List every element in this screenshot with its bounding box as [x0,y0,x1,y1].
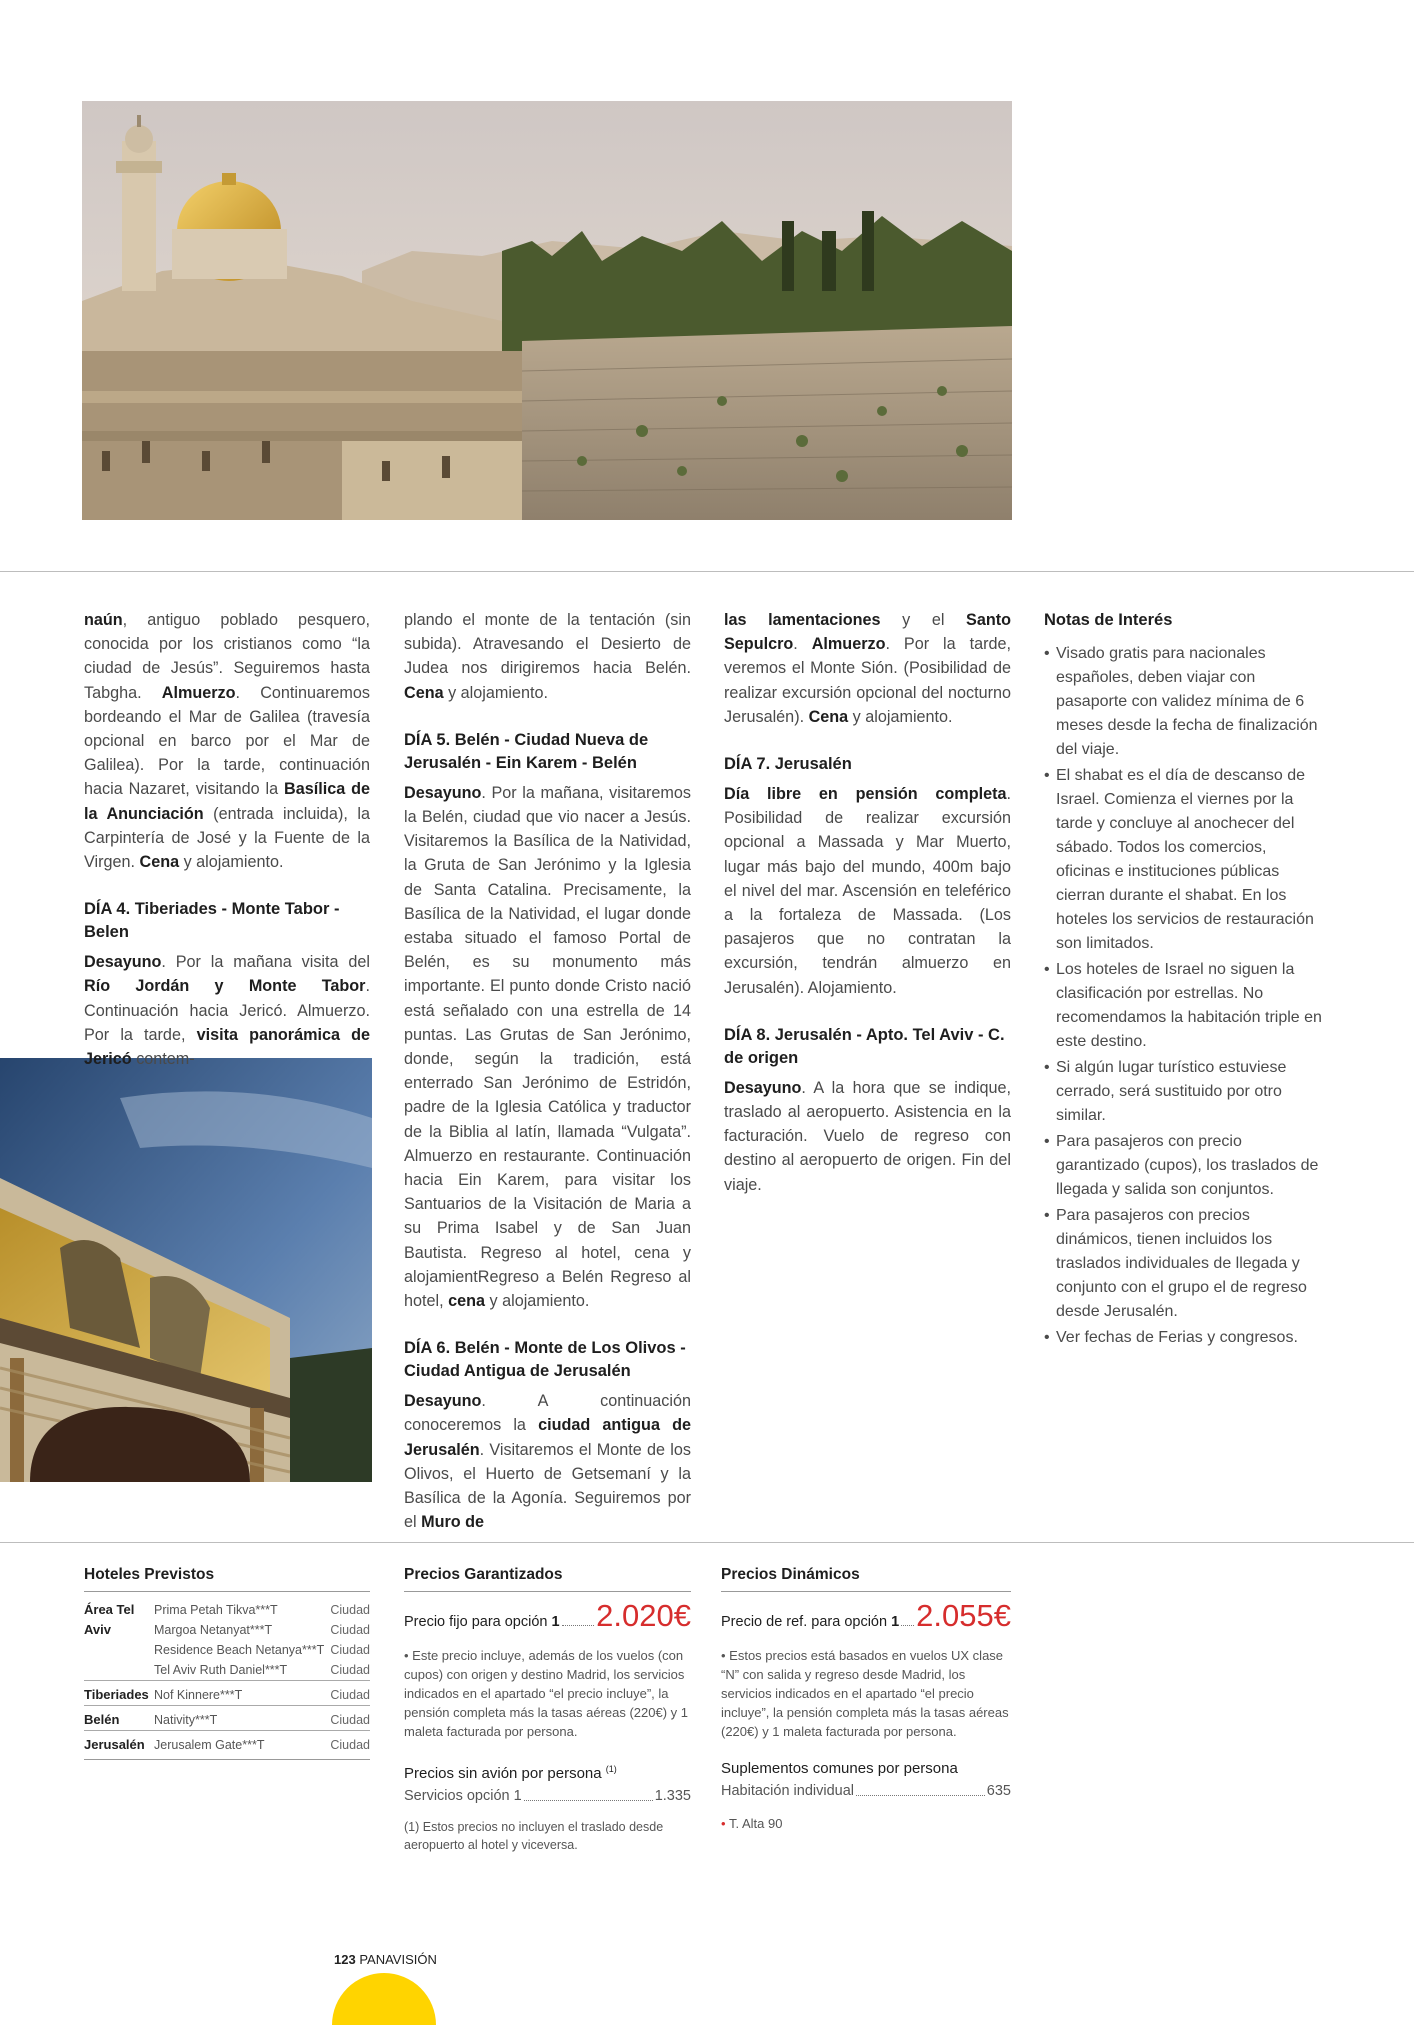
highlight-text: Cena [808,707,849,726]
hotel-city: Jerusalén [84,1731,154,1756]
top-divider [0,571,1414,572]
day3-continuation [84,608,370,874]
hotel-city: Área Tel Aviv [84,1602,135,1637]
no-flight-service-row [404,1786,691,1806]
bullet-icon: • [721,1816,726,1831]
itinerary-column-1 [84,608,370,1071]
body-text: . Por la mañana visita del [161,953,370,972]
highlight-text: Desayuno [404,1392,482,1411]
leader-dots [562,1625,595,1626]
highlight-text: Santo Sepulcro [724,611,1011,654]
service-label: Servicios opción 1 [404,1788,522,1804]
hotels-title: Hoteles Previstos [84,1566,215,1583]
hotels-bottom-rule [84,1759,370,1760]
note-item: • Para pasajeros con precios dinámicos, tienen incluidos los traslados individuales de llegada y conjunto con el grupo el de regreso desde Jerusalén. [1044,1204,1324,1324]
highlight-text: Desayuno [404,783,482,802]
season-supplement [721,1815,1011,1833]
highlight-text: Basílica de la Anunciación [84,780,370,823]
highlight-text: Almuerzo [161,683,236,702]
supplement-row [721,1781,1011,1801]
note-item: • Si algún lugar turístico estuviese cerrado, será sustituido por otro similar. [1044,1056,1324,1128]
hotel-category: Ciudad [330,1643,370,1657]
body-text: . A continuación conoceremos la [404,1392,691,1435]
body-text: plando el monte de la tentación (sin subida). Atravesando el Desierto de Judea nos dirigiremos hacia Belén. [404,611,691,678]
bottom-divider [0,1542,1414,1543]
body-text: y alojamiento. [485,1292,590,1311]
note-item: • Visado gratis para nacionales españoles, deben viajar con pasaporte con validez mínima de 6 meses desde la fecha de finalización del viaje. [1044,642,1324,762]
guaranteed-note: • Este precio incluye, además de los vuelos (con cupos) con origen y destino Madrid, los servicios indicados en el apartado “el precio incluye”, la pensión completa más la tasas aéreas (220€) y 1 maleta facturada por persona. [404,1648,688,1739]
footnote-marker: (1) [605,1764,617,1774]
yellow-tab-shape [332,1973,436,2025]
hotel-name: Nativity***T [154,1706,329,1731]
hotel-name: Tel Aviv Ruth Daniel***T [154,1663,288,1677]
highlight-text: Muro de [421,1513,485,1532]
body-text: y alojamiento. [443,683,548,702]
body-text: y alojamiento. [848,707,953,726]
hotels-title-rule [84,1591,370,1592]
day8-text [724,1076,1011,1197]
page-footer [334,1952,437,1967]
note-item: • Ver fechas de Ferias y congresos. [1044,1326,1324,1350]
body-text: . Visitaremos el Monte de los Olivos, el Huerto de Getsemaní y la Basílica de la Agonía. Seguiremos por el [404,1440,691,1532]
hotel-name: Prima Petah Tikva***T [154,1603,278,1617]
hotels-box [84,1565,370,1768]
hotel-category: Ciudad [330,1623,370,1637]
highlight-text: las lamentaciones [724,611,881,629]
guaranteed-prices-box [404,1565,691,1854]
service-value: 1.335 [654,1788,691,1804]
season-text: T. Alta 90 [728,1816,783,1831]
hotel-category: Ciudad [329,1731,370,1756]
supplement-label: Habitación individual [721,1783,854,1799]
jerusalem-photo [82,101,1012,520]
supplements-title: Suplementos comunes por persona [721,1760,958,1777]
price-label-text: Precio fijo para opción [404,1614,552,1630]
highlight-text: naún [84,611,123,629]
brand-name: PANAVISIÓN [359,1952,437,1967]
dynamic-prices-box [721,1565,1011,1833]
hotel-city: Belén [84,1706,154,1731]
body-text: . Por la mañana, visitaremos la Belén, ciudad que vio nacer a Jesús. Visitaremos la Basílica de la Natividad, la Gruta de San Jerónimo y la Iglesia de Santa Catalina. Precisamente, la Basílica de la Natividad, el lugar donde estaba situado el famoso Portal de Belén, es su monumento más importante. El punto donde Cristo nació está señalado con una estrella de 14 puntas. Las Grutas de San Jerónimo, donde, según la tradición, está enterrado San Jerónimo de Estridón, padre de la Iglesia Católica y traductor de la Biblia al latín, llamada “Vulgata”. Almuerzo en restaurante. Continuación hacia Ein Karem, para visitar los Santuarios de la Visitación de Maria a su Prima Isabel y de San Juan Bautista. Regreso al hotel, cena y alojamientRegreso a Belén Regreso al hotel, [404,783,691,1311]
table-row [84,1600,370,1620]
leader-dots [524,1786,653,1801]
highlight-text: Río Jordán y Monte Tabor [84,977,366,996]
notes-of-interest [1044,608,1324,1352]
price-option-number: 1 [551,1614,560,1630]
no-flight-title-text: Precios sin avión por persona [404,1765,602,1782]
highlight-text: Día libre en pensión completa [724,785,1007,804]
body-text: contem- [131,1050,195,1069]
body-text: . Por la tarde, veremos el Monte Sión. (Posibilidad de realizar excursión opcional del nocturno Jerusalén). [724,635,1011,726]
dynamic-price-row [721,1600,1011,1632]
no-flight-title [404,1759,691,1784]
dynamic-price-label [721,1612,899,1632]
body-text: (entrada incluida), la Carpintería de José y la Fuente de la Virgen. [84,804,370,872]
highlight-text: Desayuno [724,1078,802,1097]
hotel-category: Ciudad [330,1663,370,1677]
price-label-text: Precio de ref. para opción [721,1614,892,1630]
leader-dots [856,1781,985,1796]
guaranteed-price-value: 2.020€ [596,1598,691,1633]
body-text: . Posibilidad de realizar excursión opcional a Massada y Mar Muerto, lugar más bajo del mundo, 400m bajo el nivel del mar. Ascensión en teleférico a la fortaleza de Massada. (Los pasajeros que no contratan la excursión, tendrán almuerzo en Jerusalén). Alojamiento. [724,785,1011,997]
note-item: • El shabat es el día de descanso de Israel. Comienza el viernes por la tarde y concluye al anochecer del sábado. Todos los comercios, oficinas e instituciones públicas cierran durante el shabat. En los hoteles los servicios de restauración son limitados. [1044,764,1324,956]
highlight-text: visita panorámica de Jericó [84,1025,370,1069]
note-item: • Los hoteles de Israel no siguen la clasificación por estrellas. No recomendamos la habitación triple en este destino. [1044,958,1324,1054]
body-text: y alojamiento. [179,853,284,872]
highlight-text: Cena [139,853,180,872]
hotel-category: Ciudad [329,1706,370,1731]
guaranteed-price-row [404,1600,691,1632]
body-text: . A la hora que se indique, traslado al aeropuerto. Asistencia en la facturación. Vuelo de regreso con destino al aeropuerto de origen. Fin del viaje. [724,1078,1011,1194]
itinerary-column-3 [724,608,1011,1197]
guaranteed-title-rule [404,1591,691,1592]
day4-heading: DÍA 4. Tiberiades - Monte Tabor - Belen [84,900,340,942]
day8-heading: DÍA 8. Jerusalén - Apto. Tel Aviv - C. de origen [724,1025,1005,1067]
hotel-category: Ciudad [330,1603,370,1617]
body-text: . [793,635,812,654]
dynamic-note: • Estos precios está basados en vuelos UX clase “N” con salida y regreso desde Madrid, los servicios indicados en el apartado “el precio incluye”, la pensión completa más la tasas aéreas (220€) y 1 maleta facturada por persona. [721,1648,1009,1739]
guaranteed-price-label [404,1612,560,1632]
body-text: y el [880,611,967,629]
supplement-value: 635 [986,1783,1011,1799]
church-photo [0,1058,372,1482]
hotel-name: Jerusalem Gate***T [154,1731,329,1756]
day6-continuation [724,608,1011,729]
body-text: . Continuaremos bordeando el Mar de Galilea (travesía opcional en barco por el Mar de Galilea). Por la tarde, continuación hacia Nazaret, visitando la [84,683,370,799]
day4-continuation [404,608,691,705]
page-number: 123 [334,1952,356,1967]
day4-text [84,950,370,1071]
highlight-text: cena [448,1292,486,1311]
hotel-category: Ciudad [329,1681,370,1706]
hotel-name: Margoa Netanyat***T [154,1623,273,1637]
hotel-city: Tiberiades [84,1681,154,1706]
dynamic-title: Precios Dinámicos [721,1566,860,1583]
day7-text [724,782,1011,1000]
hotel-name: Residence Beach Netanya***T [154,1643,325,1657]
dynamic-price-value: 2.055€ [916,1598,1011,1633]
highlight-text: Cena [404,683,444,702]
hotel-name: Nof Kinnere***T [154,1681,329,1706]
table-row [84,1731,370,1756]
day5-text [404,781,691,1313]
highlight-text: ciudad antigua de Jerusalén [404,1416,691,1459]
table-row [84,1681,370,1706]
body-text: , antiguo poblado pesquero, conocida por los cristianos como “la ciudad de Jesús”. Seguiremos hasta Tabgha. [84,611,370,702]
highlight-text: Almuerzo [811,635,886,654]
dynamic-title-rule [721,1591,1011,1592]
price-option-number: 1 [891,1614,900,1630]
guaranteed-title: Precios Garantizados [404,1566,563,1583]
table-row [84,1706,370,1731]
day5-heading: DÍA 5. Belén - Ciudad Nueva de Jerusalén - Ein Karem - Belén [404,730,649,772]
day7-heading: DÍA 7. Jerusalén [724,755,852,774]
highlight-text: Desayuno [84,953,162,972]
itinerary-column-2 [404,608,691,1535]
leader-dots [901,1625,914,1626]
hotels-table [84,1600,370,1755]
day6-text [404,1389,691,1534]
body-text: . Continuación hacia Jericó. Almuerzo. Por la tarde, [84,977,370,1044]
note-item: • Para pasajeros con precio garantizado (cupos), los traslados de llegada y salida son conjuntos. [1044,1130,1324,1202]
notes-title: Notas de Interés [1044,611,1173,629]
notes-list [1044,642,1324,1350]
day6-heading: DÍA 6. Belén - Monte de Los Olivos - Ciudad Antigua de Jerusalén [404,1339,686,1381]
no-flight-footnote: (1) Estos precios no incluyen el traslado desde aeropuerto al hotel y viceversa. [404,1820,664,1852]
